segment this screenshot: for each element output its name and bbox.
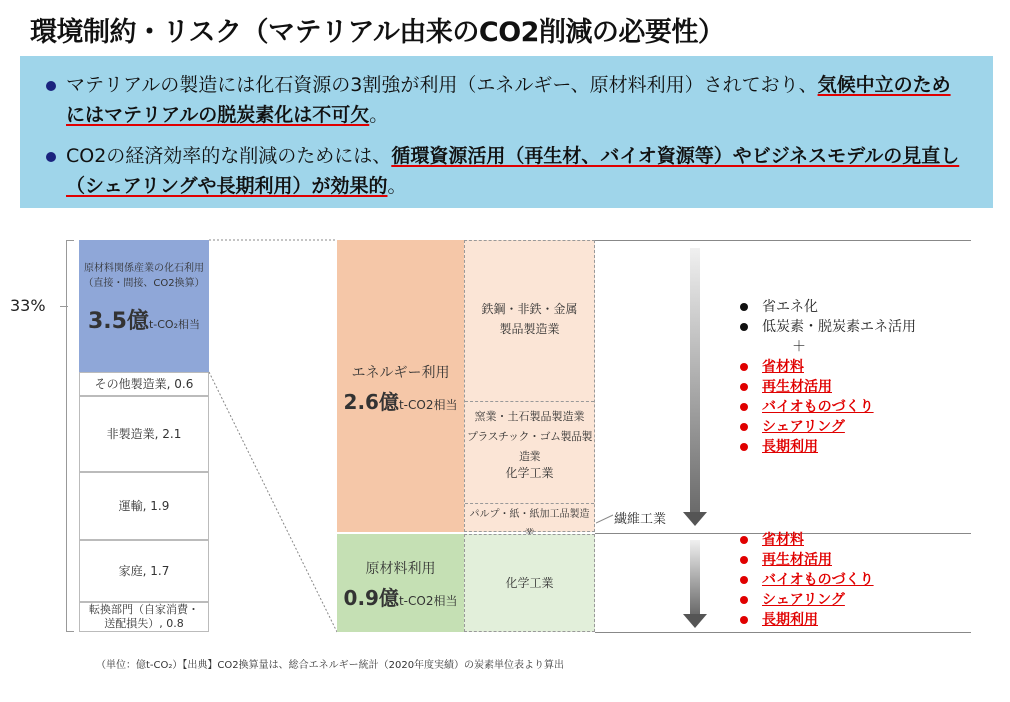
segment-household: 家庭, 1.7 bbox=[79, 540, 209, 602]
bullet-dot bbox=[740, 383, 748, 391]
measure-text: シェアリング bbox=[762, 419, 845, 435]
industry-textile: 繊維工業 bbox=[614, 512, 667, 527]
source-footnote: （単位：億t-CO₂）【出典】CO2換算量は、総合エネルギー統計（2020年度実績）の炭素単位表より算出 bbox=[96, 660, 565, 671]
arrow-top-head bbox=[683, 512, 707, 526]
rule-bottom bbox=[595, 632, 971, 633]
measure-item bbox=[740, 377, 916, 397]
bullet-dot bbox=[740, 596, 748, 604]
materials-value-unit: t-CO₂相当 bbox=[148, 318, 200, 331]
industry-plastic: プラスチック・ゴム製品製造業 bbox=[466, 430, 593, 463]
measure-text: 長期利用 bbox=[762, 612, 818, 628]
bullet-dot bbox=[740, 323, 748, 331]
bullet-highlight: 気候中立のためにはマテリアルの脱炭素化は不可欠 bbox=[66, 74, 951, 126]
energy-use-number: 2.6億 bbox=[343, 390, 399, 414]
materials-sublabel: （直接・間接、CO2換算） bbox=[83, 278, 205, 289]
measure-item bbox=[740, 570, 874, 590]
bullet-plain-text: マテリアルの製造には化石資源の3割強が利用（エネルギー、原材料利用）されており、 bbox=[66, 74, 818, 96]
divider bbox=[465, 503, 594, 504]
energy-use-value bbox=[337, 386, 464, 415]
measure-text: 再生材活用 bbox=[762, 379, 832, 395]
measure-item bbox=[740, 530, 874, 550]
measure-text: 省材料 bbox=[762, 359, 804, 375]
measure-text: 省エネ化 bbox=[762, 299, 818, 315]
measure-item bbox=[740, 437, 916, 457]
textile-leader-line bbox=[596, 512, 614, 524]
rule-top bbox=[595, 240, 971, 241]
measure-text: シェアリング bbox=[762, 592, 845, 608]
raw-material-block bbox=[337, 534, 464, 632]
bullet-dot bbox=[740, 423, 748, 431]
plus-sign: ＋ bbox=[792, 339, 806, 355]
bullet-dot bbox=[740, 616, 748, 624]
raw-material-number: 0.9億 bbox=[343, 586, 399, 610]
energy-use-block bbox=[337, 240, 464, 532]
measure-item bbox=[740, 397, 916, 417]
bullet-dot bbox=[740, 536, 748, 544]
materials-label: 原材料関係産業の化石利用 bbox=[84, 263, 204, 274]
segment-conversion: 転換部門（自家消費・送配損失）, 0.8 bbox=[79, 602, 209, 632]
divider bbox=[465, 401, 594, 402]
arrow-bottom-head bbox=[683, 614, 707, 628]
segment-non-manufacturing: 非製造業, 2.1 bbox=[79, 396, 209, 472]
measure-item bbox=[740, 590, 874, 610]
raw-material-value bbox=[337, 582, 464, 611]
energy-use-label: エネルギー利用 bbox=[351, 365, 450, 381]
industry-pulp: パルプ・紙・紙加工品製造 bbox=[469, 509, 590, 520]
segment-other-manufacturing: その他製造業, 0.6 bbox=[79, 372, 209, 396]
raw-material-label: 原材料利用 bbox=[365, 561, 436, 577]
bullet-plain-text: CO2の経済効率的な削減のためには、 bbox=[66, 145, 392, 167]
page-title: 環境制約・リスク（マテリアル由来のCO2削減の必要性） bbox=[30, 17, 725, 48]
bullet-dot bbox=[740, 403, 748, 411]
bullet-tail: 。 bbox=[387, 175, 407, 197]
arrow-top-shaft bbox=[690, 248, 700, 514]
measure-text: 長期利用 bbox=[762, 439, 818, 455]
industry-chemical-raw: 化学工業 bbox=[505, 576, 554, 590]
measure-text: バイオものづくり bbox=[762, 572, 874, 588]
percent-label: 33% bbox=[10, 296, 46, 315]
measure-text: 再生材活用 bbox=[762, 552, 832, 568]
measure-item bbox=[740, 550, 874, 570]
measures-energy bbox=[740, 297, 916, 457]
industry-raw-column bbox=[464, 534, 595, 632]
bullet-dot bbox=[740, 443, 748, 451]
bullet-dot bbox=[740, 556, 748, 564]
measure-text: 省材料 bbox=[762, 532, 804, 548]
measure-item bbox=[740, 610, 874, 630]
industry-steel: 鉄鋼・非鉄・金属製品製造業 bbox=[481, 302, 578, 336]
measure-text: バイオものづくり bbox=[762, 399, 874, 415]
measure-item bbox=[740, 297, 916, 317]
materials-value-number: 3.5億 bbox=[87, 309, 149, 334]
energy-use-unit: t-CO2相当 bbox=[398, 398, 458, 412]
bullet-dot bbox=[740, 303, 748, 311]
measure-item bbox=[740, 417, 916, 437]
raw-material-unit: t-CO2相当 bbox=[398, 594, 458, 608]
bullet-dot bbox=[740, 576, 748, 584]
industry-energy-column bbox=[464, 240, 595, 532]
industry-chemical: 化学工業 bbox=[505, 466, 554, 480]
measure-item bbox=[740, 357, 916, 377]
industry-ceramic: 窯業・土石製品製造業 bbox=[474, 410, 585, 423]
bullet-dot bbox=[740, 363, 748, 371]
bullet-tail: 。 bbox=[369, 104, 389, 126]
measures-materials bbox=[740, 530, 874, 630]
arrow-bottom-shaft bbox=[690, 540, 700, 614]
measure-item bbox=[740, 317, 916, 337]
bullet-highlight: 循環資源活用（再生材、バイオ資源等）やビジネスモデルの見直し（シェアリングや長期利用）が効果的 bbox=[66, 145, 960, 197]
measure-text: 低炭素・脱炭素エネ活用 bbox=[762, 319, 916, 335]
segment-transport: 運輸, 1.9 bbox=[79, 472, 209, 540]
